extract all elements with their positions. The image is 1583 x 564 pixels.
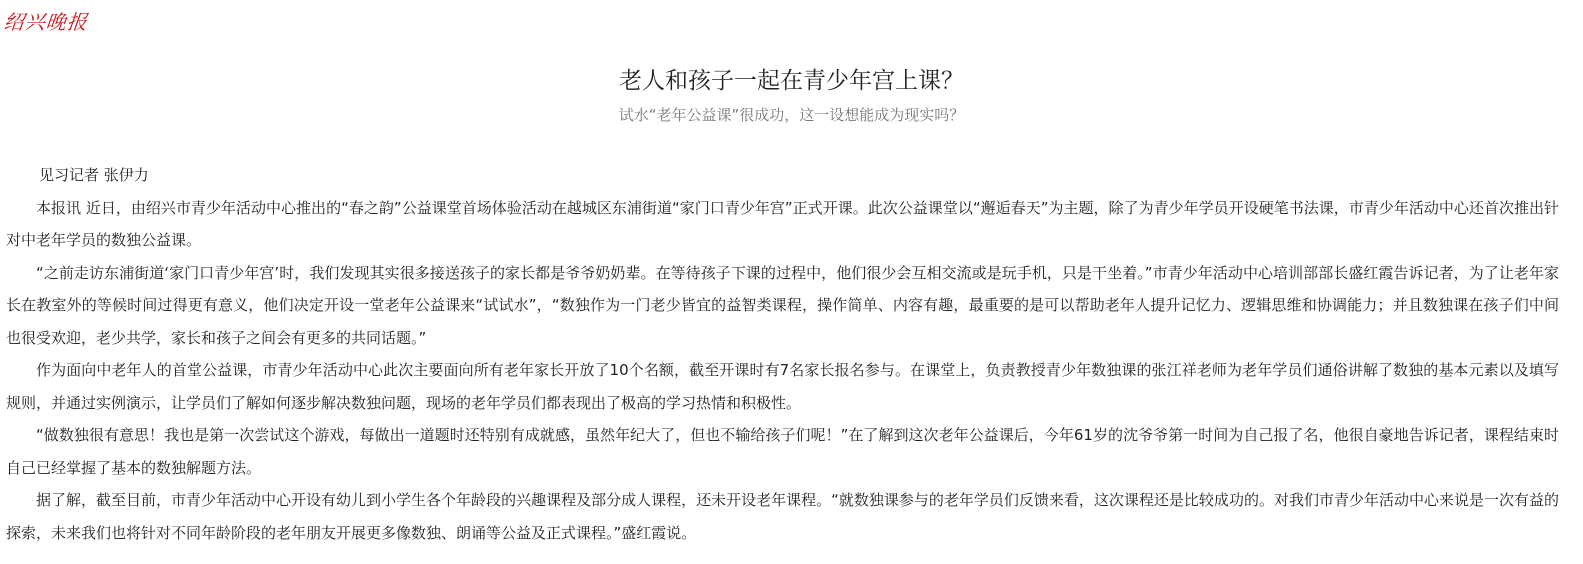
article-subtitle: 试水“老年公益课”很成功，这一设想能成为现实吗？ [618,106,965,124]
article-paragraph: 作为面向中老年人的首堂公益课，市青少年活动中心此次主要面向所有老年家长开放了10个名额，截至开课时有7名家长报名参与。在课堂上，负责教授青少年数独课的张江祥老师为老年学员们通俗讲解了数独的基本元素以及填写规则，并通过实例演示，让学员们了解如何逐步解决数独问题，现场的老年学员们都表现出了极高的学习热情和积极性。 [6,361,1559,412]
article-paragraph: 据了解，截至目前，市青少年活动中心开设有幼儿到小学生各个年龄段的兴趣课程及部分成人课程，还未开设老年课程。“就数独课参与的老年学员们反馈来看，这次课程还是比较成功的。对我们市青少年活动中心来说是一次有益的探索，未来我们也将针对不同年龄阶段的老年朋友开展更多像数独、朗诵等公益及正式课程。”盛红霞说。 [6,491,1559,542]
article-paragraph: “做数独很有意思！我也是第一次尝试这个游戏，每做出一道题时还特别有成就感，虽然年纪大了，但也不输给孩子们呢！”在了解到这次老年公益课后，今年61岁的沈爷爷第一时间为自己报了名，他很自豪地告诉记者，课程结束时自己已经掌握了基本的数独解题方法。 [6,426,1559,477]
article-paragraph: “之前走访东浦街道‘家门口青少年宫’时，我们发现其实很多接送孩子的家长都是爷爷奶奶辈。在等待孩子下课的过程中，他们很少会互相交流或是玩手机，只是干坐着。”市青少年活动中心培训部部长盛红霞告诉记者，为了让老年家长在教室外的等候时间过得更有意义，他们决定开设一堂老年公益课来“试试水”，“数独作为一门老少皆宜的益智类课程，操作简单、内容有趣，最重要的是可以帮助老年人提升记忆力、逻辑思维和协调能力；并且数独课在孩子们中间也很受欢迎，老少共学，家长和孩子之间会有更多的共同话题。” [6,263,1559,347]
article-byline: 见习记者 张伊力 [39,166,149,184]
article-paragraph: 本报讯 近日，由绍兴市青少年活动中心推出的“春之韵”公益课堂首场体验活动在越城区东浦街道“家门口青少年宫”正式开课。此次公益课堂以“邂逅春天”为主题，除了为青少年学员开设硬笔书法课，市青少年活动中心还首次推出针对中老年学员的数独公益课。 [6,198,1559,249]
newspaper-logo: 绍兴晚报 [2,10,90,34]
article-body [6,159,1559,549]
article-title: 老人和孩子一起在青少年宫上课？ [619,68,964,94]
